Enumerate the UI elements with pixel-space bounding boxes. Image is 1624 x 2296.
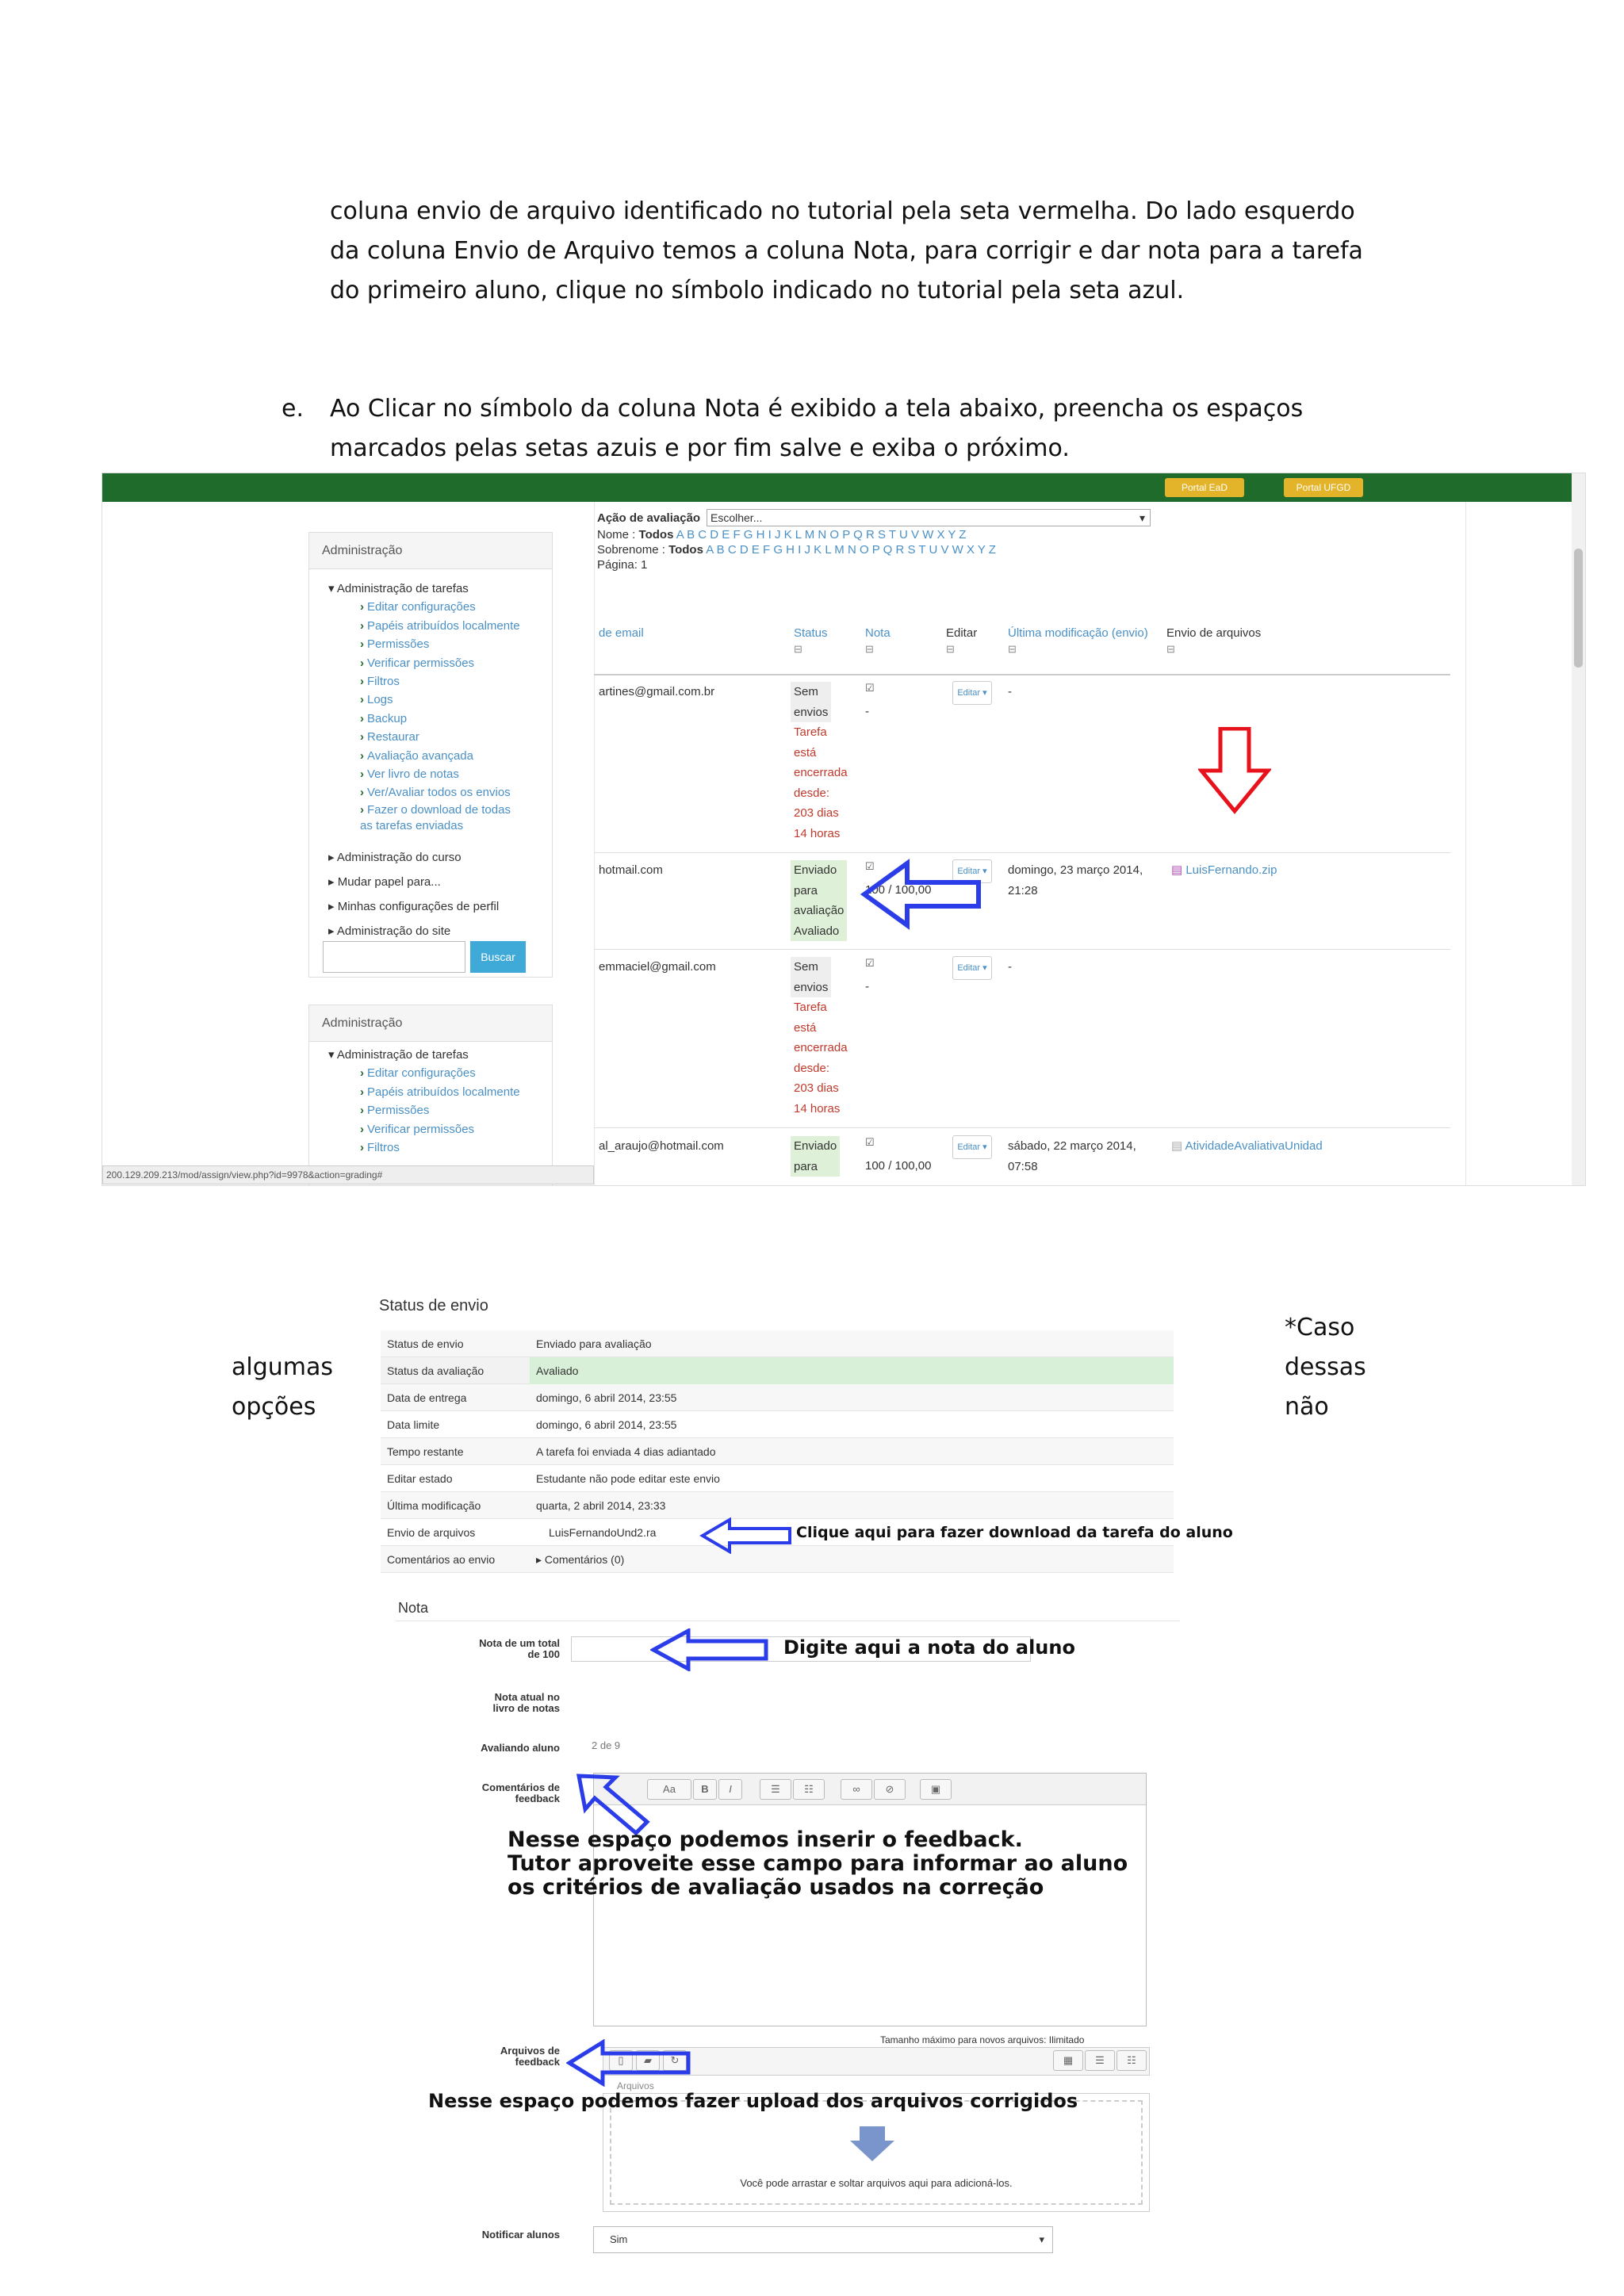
chevron-right-icon: › bbox=[360, 1085, 364, 1099]
paragraph bbox=[330, 192, 1472, 311]
annot-nota: Digite aqui a nota do aluno bbox=[783, 1636, 1075, 1659]
grade-value: - bbox=[865, 980, 869, 993]
acao-label: Ação de avaliação bbox=[597, 511, 701, 525]
item-e-marker: e. bbox=[282, 395, 304, 423]
col-envio: Envio de arquivos bbox=[1166, 626, 1262, 640]
grade-icon[interactable]: ☑ bbox=[865, 860, 875, 872]
email-cell: emmaciel@gmail.com bbox=[599, 960, 716, 974]
col-editar: Editar bbox=[946, 626, 978, 640]
chevron-right-icon: › bbox=[360, 637, 364, 652]
status-cell: Enviado para avaliação Avaliado bbox=[791, 860, 847, 941]
caret-down-icon: ▾ bbox=[328, 1048, 337, 1062]
modified-cell: - bbox=[1008, 960, 1012, 974]
letters[interactable]: A B C D E F G H I J K L M N O P Q R S T U V W X Y Z bbox=[676, 528, 967, 541]
chevron-right-icon: › bbox=[360, 767, 364, 782]
caret-right-icon: ▸ bbox=[328, 874, 338, 889]
admin-tree bbox=[328, 580, 550, 943]
bold-button[interactable]: B bbox=[693, 1779, 717, 1800]
blue-left-arrow-icon bbox=[566, 2039, 693, 2087]
label-notificar: Notificar alunos bbox=[481, 2229, 560, 2241]
collapse-icon[interactable]: ⊟ bbox=[1008, 643, 1017, 655]
chevron-down-icon: ▾ bbox=[1039, 2233, 1044, 2245]
comments-link[interactable]: ▸ Comentários (0) bbox=[536, 1553, 625, 1566]
tree-link[interactable]: › Filtros bbox=[360, 1141, 400, 1155]
row-divider bbox=[594, 852, 1450, 853]
portal-ead-tab[interactable]: Portal EaD bbox=[1165, 478, 1244, 497]
max-size-text: Tamanho máximo para novos arquivos: Ilimitado bbox=[880, 2034, 1085, 2045]
status-row: Editar estado Estudante não pode editar este envio bbox=[381, 1465, 1174, 1492]
chevron-right-icon: › bbox=[360, 802, 364, 817]
label-arquivos: Arquivos de feedback bbox=[500, 2045, 560, 2068]
chevron-right-icon: › bbox=[360, 1066, 364, 1081]
initials-filter: Nome : Todos A B C D E F G H I J K L M N O P Q R S T U V W X Y Z Sobrenome : Todos A B C D E F G H I J K L M N O P Q R S T U V W X Y Z Página: 1 bbox=[597, 528, 996, 572]
grade-icon[interactable]: ☑ bbox=[865, 1136, 875, 1148]
paragraph-line: do primeiro aluno, clique no símbolo indicado no tutorial pela seta azul. bbox=[330, 277, 1185, 304]
download-arrow-icon bbox=[848, 2125, 896, 2163]
tree-view-icon[interactable]: ☷ bbox=[1116, 2050, 1147, 2071]
row-divider bbox=[594, 949, 1450, 950]
status-cell: Sem envios bbox=[791, 682, 831, 722]
search-button[interactable]: Buscar bbox=[470, 941, 526, 973]
chevron-right-icon: › bbox=[360, 1141, 364, 1155]
tree-item[interactable]: ▸ Mudar papel para... bbox=[328, 874, 441, 889]
chevron-right-icon: › bbox=[360, 730, 364, 744]
blue-left-arrow-icon bbox=[860, 859, 986, 930]
chevron-down-icon: ▾ bbox=[1139, 511, 1145, 524]
blue-up-left-arrow-icon bbox=[576, 1773, 655, 1836]
status-row: Data de entrega domingo, 6 abril 2014, 23:55 bbox=[381, 1384, 1174, 1411]
label-nota-atual: Nota atual no livro de notas bbox=[492, 1691, 560, 1714]
status-cell: Sem envios bbox=[791, 957, 831, 997]
list-view-icon[interactable]: ☰ bbox=[1085, 2050, 1115, 2071]
chevron-right-icon: › bbox=[360, 656, 364, 670]
chevron-right-icon: › bbox=[360, 786, 364, 800]
letters[interactable]: A B C D E F G H I J K L M N O P Q R S T U V W X Y Z bbox=[706, 543, 996, 557]
col-status[interactable]: Status bbox=[794, 626, 828, 640]
status-row: Tempo restante A tarefa foi enviada 4 dias adiantado bbox=[381, 1438, 1174, 1465]
chevron-right-icon: › bbox=[360, 748, 364, 763]
tree-item[interactable]: ▸ Administração do site bbox=[328, 924, 451, 938]
tree-link[interactable]: › Fazer o download de todas as tarefas enviadas bbox=[360, 802, 511, 832]
grade-icon[interactable]: ☑ bbox=[865, 682, 875, 694]
tree-header[interactable]: ▾ Administração de tarefas bbox=[328, 1048, 469, 1062]
grade-value: 100 / 100,00 bbox=[865, 883, 932, 897]
tree-item[interactable]: ▸ Administração do curso bbox=[328, 850, 462, 864]
margin-left-text: algumas opções bbox=[232, 1353, 334, 1421]
email-cell: artines@gmail.com.br bbox=[599, 685, 715, 698]
blue-left-arrow-icon bbox=[699, 1517, 795, 1554]
email-cell: al_araujo@hotmail.com bbox=[599, 1139, 724, 1153]
status-closed: Tarefa está encerrada desde: 203 dias 14 horas bbox=[794, 725, 848, 840]
acao-select[interactable]: Escolher... ▾ bbox=[707, 509, 1151, 526]
grid-view-icon[interactable]: ▦ bbox=[1053, 2050, 1083, 2071]
drop-text: Você pode arrastar e soltar arquivos aqui para adicioná-los. bbox=[740, 2177, 1013, 2189]
collapse-icon[interactable]: ⊟ bbox=[865, 643, 874, 655]
status-row: Data limite domingo, 6 abril 2014, 23:55 bbox=[381, 1411, 1174, 1438]
tree-link[interactable]: › Verificar permissões bbox=[360, 1122, 475, 1136]
status-row: Última modificação quarta, 2 abril 2014, 23:33 bbox=[381, 1492, 1174, 1519]
item-e-line: marcados pelas setas azuis e por fim salve e exiba o próximo. bbox=[330, 434, 1070, 462]
avaliando-value: 2 de 9 bbox=[592, 1739, 621, 1751]
tree-link[interactable]: › Papéis atribuídos localmente bbox=[360, 618, 520, 633]
file-icon: ▤ bbox=[1171, 1139, 1185, 1153]
chevron-right-icon: › bbox=[360, 1104, 364, 1118]
col-ultima[interactable]: Última modificação (envio) bbox=[1008, 626, 1148, 640]
page-number: 1 bbox=[641, 558, 648, 572]
chevron-right-icon: › bbox=[360, 675, 364, 689]
tree-link[interactable]: › Ver/Avaliar todos os envios bbox=[360, 786, 511, 800]
collapse-icon[interactable]: ⊟ bbox=[946, 643, 955, 655]
bullet-list-icon[interactable]: ☰ bbox=[760, 1779, 791, 1800]
table-divider bbox=[594, 674, 1450, 675]
status-url: 200.129.209.213/mod/assign/view.php?id=9978&action=grading# bbox=[102, 1165, 594, 1184]
nota-section-title: Nota bbox=[398, 1600, 429, 1616]
admin-block-title: Administração bbox=[309, 1005, 552, 1042]
tree-item[interactable]: ▸ Minhas configurações de perfil bbox=[328, 899, 500, 913]
tree-link[interactable]: › Papéis atribuídos localmente bbox=[360, 1085, 520, 1099]
arquivos-folder[interactable]: Arquivos bbox=[617, 2080, 654, 2091]
col-nota[interactable]: Nota bbox=[865, 626, 891, 640]
annot-feedback: Nesse espaço podemos inserir o feedback. Tutor aproveite esse campo para informar ao aluno os critérios de avaliação usados na correção bbox=[508, 1827, 1128, 1900]
font-button[interactable]: Aa bbox=[647, 1779, 691, 1800]
collapse-icon[interactable]: ⊟ bbox=[794, 643, 802, 655]
add-file-icon[interactable]: ▯ bbox=[609, 2050, 633, 2071]
scrollbar[interactable] bbox=[1572, 473, 1585, 1186]
unlink-icon[interactable]: ⊘ bbox=[874, 1779, 906, 1800]
annot-upload: Nesse espaço podemos fazer upload dos arquivos corrigidos bbox=[428, 2090, 1078, 2112]
download-all-icon[interactable]: ↻ bbox=[663, 2050, 687, 2071]
scrollbar-thumb[interactable] bbox=[1574, 549, 1583, 668]
main-panel bbox=[594, 502, 1466, 1186]
chevron-right-icon: › bbox=[360, 693, 364, 707]
status-row: Status da avaliação Avaliado bbox=[381, 1357, 1174, 1384]
edit-button[interactable]: Editar ▾ bbox=[952, 1135, 992, 1159]
portal-ufgd-tab[interactable]: Portal UFGD bbox=[1284, 478, 1363, 497]
label-avaliando: Avaliando aluno bbox=[481, 1742, 560, 1754]
tree-link[interactable]: › Backup bbox=[360, 711, 408, 725]
chevron-right-icon: › bbox=[360, 711, 364, 725]
tree-link[interactable]: › Verificar permissões bbox=[360, 656, 475, 670]
red-down-arrow-icon bbox=[1198, 727, 1271, 814]
caret-down-icon: ▾ bbox=[328, 582, 337, 595]
tree-link[interactable]: › Filtros bbox=[360, 675, 400, 689]
tree-link[interactable]: › Avaliação avançada bbox=[360, 748, 473, 763]
tree-link[interactable]: › Logs bbox=[360, 693, 393, 707]
col-email[interactable]: de email bbox=[599, 626, 644, 640]
grading-screenshot bbox=[102, 473, 1586, 1186]
modified-cell: domingo, 23 março 2014, 21:28 bbox=[1008, 863, 1143, 897]
status-cell: Enviado para bbox=[791, 1136, 840, 1177]
todos-link[interactable]: Todos bbox=[668, 543, 703, 557]
download-file-link[interactable]: LuisFernandoUnd2.ra bbox=[549, 1526, 657, 1539]
row-divider bbox=[594, 1127, 1450, 1128]
label-comentarios: Comentários de feedback bbox=[481, 1781, 560, 1804]
image-icon[interactable]: ▣ bbox=[920, 1779, 952, 1800]
status-row: Comentários ao envio ▸ Comentários (0) bbox=[381, 1546, 1174, 1573]
caret-right-icon: ▸ bbox=[328, 899, 338, 913]
grade-icon[interactable]: ☑ bbox=[865, 957, 875, 969]
edit-button[interactable]: Editar ▾ bbox=[952, 859, 992, 883]
grade-value: - bbox=[865, 705, 869, 718]
link-icon[interactable]: ∞ bbox=[841, 1779, 872, 1800]
tree-link[interactable]: › Editar configurações bbox=[360, 600, 476, 614]
todos-link[interactable]: Todos bbox=[638, 528, 674, 541]
tree-link[interactable]: › Permissões bbox=[360, 637, 430, 652]
status-row: Status de envio Enviado para avaliação bbox=[381, 1330, 1174, 1357]
margin-right-text: *Caso dessas não bbox=[1285, 1314, 1366, 1421]
chevron-right-icon: › bbox=[360, 1122, 364, 1136]
admin-tree-2 bbox=[328, 1046, 550, 1157]
notificar-select[interactable]: Sim ▾ bbox=[593, 2226, 1053, 2253]
modified-cell: sábado, 22 março 2014, 07:58 bbox=[1008, 1139, 1136, 1173]
edit-button[interactable]: Editar ▾ bbox=[952, 681, 992, 705]
chevron-right-icon: › bbox=[360, 618, 364, 633]
status-row: Envio de arquivos LuisFernandoUnd2.ra bbox=[381, 1519, 1174, 1546]
edit-button[interactable]: Editar ▾ bbox=[952, 956, 992, 980]
italic-button[interactable]: I bbox=[718, 1779, 742, 1800]
blue-left-arrow-icon bbox=[650, 1628, 769, 1671]
tree-link[interactable]: › Ver livro de notas bbox=[360, 767, 459, 782]
modified-cell: - bbox=[1008, 685, 1012, 698]
feedback-screenshot bbox=[373, 1297, 1269, 2256]
paragraph-line: coluna envio de arquivo identificado no tutorial pela seta vermelha. Do lado esquerdo bbox=[330, 197, 1355, 225]
item-e-text bbox=[330, 389, 1472, 469]
status-title: Status de envio bbox=[379, 1297, 488, 1314]
grade-value: 100 / 100,00 bbox=[865, 1159, 932, 1173]
feedback-editor[interactable] bbox=[593, 1773, 1147, 2026]
status-closed: Tarefa está encerrada desde: 203 dias 14 horas bbox=[794, 1001, 848, 1115]
submission-file-link[interactable]: ▤ AtividadeAvaliativaUnidad bbox=[1171, 1139, 1323, 1153]
tree-link[interactable]: › Editar configurações bbox=[360, 1066, 476, 1081]
annot-download: Clique aqui para fazer download da tarefa do aluno bbox=[796, 1524, 1233, 1541]
paragraph-line: da coluna Envio de Arquivo temos a coluna Nota, para corrigir e dar nota para a tarefa bbox=[330, 237, 1363, 265]
tree-link[interactable]: › Restaurar bbox=[360, 730, 419, 744]
label-nota-total: Nota de um total de 100 bbox=[479, 1637, 560, 1660]
collapse-icon[interactable]: ⊟ bbox=[1166, 643, 1175, 655]
email-cell: hotmail.com bbox=[599, 863, 663, 877]
tree-link[interactable]: › Permissões bbox=[360, 1104, 430, 1118]
top-bar bbox=[102, 473, 1573, 502]
submission-file-link[interactable]: ▤ LuisFernando.zip bbox=[1171, 863, 1277, 877]
admin-block-title: Administração bbox=[309, 533, 552, 569]
zip-file-icon: ▤ bbox=[1171, 863, 1186, 877]
admin-search-input[interactable] bbox=[323, 941, 465, 973]
folder-icon[interactable]: ▰ bbox=[636, 2050, 660, 2071]
chevron-right-icon: › bbox=[360, 600, 364, 614]
numbered-list-icon[interactable]: ☷ bbox=[793, 1779, 825, 1800]
item-e-line: Ao Clicar no símbolo da coluna Nota é exibido a tela abaixo, preencha os espaços bbox=[330, 395, 1304, 423]
tree-header[interactable]: ▾ Administração de tarefas bbox=[328, 582, 469, 595]
caret-right-icon: ▸ bbox=[328, 924, 337, 938]
caret-right-icon: ▸ bbox=[328, 850, 337, 864]
